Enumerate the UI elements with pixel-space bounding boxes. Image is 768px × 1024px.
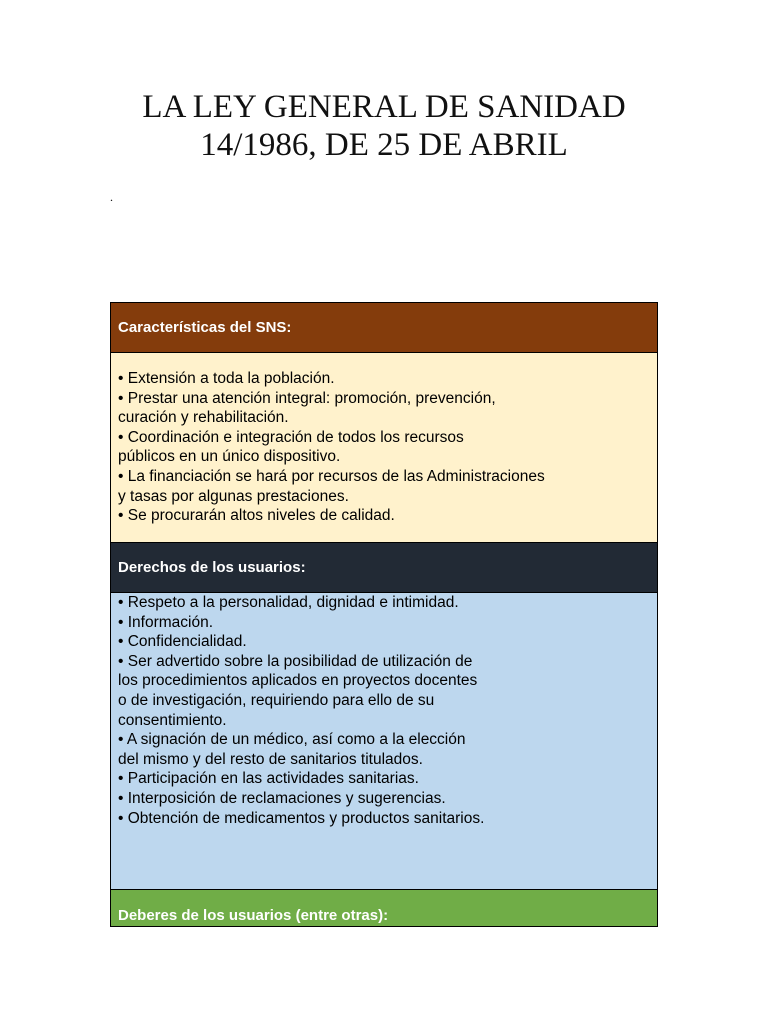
derechos-line: • Ser advertido sobre la posibilidad de utilización de bbox=[118, 652, 473, 670]
derechos-line: consentimiento. bbox=[118, 711, 227, 729]
derechos-line: del mismo y del resto de sanitarios titulados. bbox=[118, 750, 423, 768]
caracteristicas-line: • Prestar una atención integral: promoción, prevención, bbox=[118, 389, 496, 407]
derechos-line: • Participación en las actividades sanitarias. bbox=[118, 770, 419, 788]
derechos-line: • Confidencialidad. bbox=[118, 633, 247, 651]
caracteristicas-line: públicos en un único dispositivo. bbox=[118, 448, 341, 466]
caracteristicas-line: • Extensión a toda la población. bbox=[118, 370, 335, 387]
stray-dot: . bbox=[110, 190, 113, 204]
caracteristicas-line: • La financiación se hará por recursos de las Administraciones bbox=[118, 467, 545, 485]
caracteristicas-line: • Se procurarán altos niveles de calidad. bbox=[118, 507, 395, 525]
title-line-1: LA LEY GENERAL DE SANIDAD bbox=[142, 89, 626, 125]
derechos-line: • Interposición de reclamaciones y sugerencias. bbox=[118, 789, 446, 807]
info-table bbox=[110, 302, 658, 927]
derechos-line: o de investigación, requiriendo para ello de su bbox=[118, 691, 435, 709]
derechos-line: • Obtención de medicamentos y productos sanitarios. bbox=[118, 809, 485, 827]
document-title bbox=[0, 88, 768, 164]
derechos-line: • Información. bbox=[118, 613, 214, 631]
caracteristicas-line: y tasas por algunas prestaciones. bbox=[118, 487, 349, 505]
derechos-line: • A signación de un médico, así como a la elección bbox=[118, 731, 466, 749]
derechos-header bbox=[111, 543, 657, 593]
derechos-line: los procedimientos aplicados en proyectos docentes bbox=[118, 672, 478, 690]
derechos-line: • Respeto a la personalidad, dignidad e intimidad. bbox=[118, 594, 459, 611]
caracteristicas-header bbox=[111, 303, 657, 353]
caracteristicas-body bbox=[111, 353, 657, 543]
derechos-heading: Derechos de los usuarios: bbox=[118, 559, 306, 576]
deberes-header bbox=[111, 890, 657, 926]
deberes-heading: Deberes de los usuarios (entre otras): bbox=[118, 907, 389, 924]
title-line-2: 14/1986, DE 25 DE ABRIL bbox=[200, 127, 568, 163]
caracteristicas-heading: Características del SNS: bbox=[118, 319, 292, 336]
derechos-body bbox=[111, 593, 657, 890]
caracteristicas-line: • Coordinación e integración de todos los recursos bbox=[118, 428, 464, 446]
caracteristicas-line: curación y rehabilitación. bbox=[118, 409, 289, 427]
